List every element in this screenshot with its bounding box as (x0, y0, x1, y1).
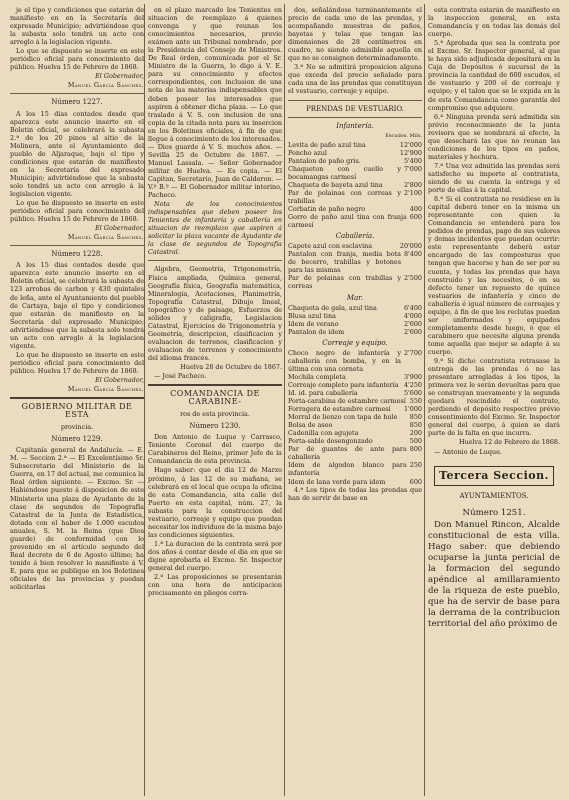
paragraph: A los 15 dias contados desde que aparezca este anuncio inserto en el Boletin oficial, se celebrará la subasta 2.ª de los 20 pinos al sitio de la Molinera, ante el Ayuntamiento del pueblo de Aljaraque, bajo el tipo y condiciones que estarán de manifiesto en la Secretaría del expresado Municipio; advirtiéndose que la subasta solo tendrá un acto con arreglo á la legislacion vigente. (10, 109, 144, 198)
signature-title: El Gobernador, (95, 72, 144, 81)
price-item (288, 421, 422, 429)
section-heading: PRENDAS DE VESTUARIO. (306, 104, 404, 113)
item-price: 7'000 (403, 164, 422, 173)
column-rule (284, 4, 285, 796)
notice-number: Número 1229. (51, 435, 103, 444)
item-name: Idem de verano (288, 319, 339, 328)
section-heading: AYUNTAMIENTOS. (459, 491, 529, 500)
item-price: 8'400 (403, 250, 422, 259)
paragraph: A los 15 dias contados desde que aparezca este anuncio inserto en el Boletin oficial, se celebrará la subasta de 123 arrobas de carbon y 430 quintales de leña, ante el Ayuntamiento del pueblo de Cartaya, bajo el tipo y condiciones que estarán de manifiesto en la Secretaría del expresado Municipio; advirtiéndose que la subasta solo tendrá un acto con arreglo á la legislacion vigente. (10, 261, 144, 350)
notice-number: Número 1227. (51, 98, 103, 107)
item-name: Chaqueta de bayeta azul tina (288, 180, 383, 189)
item-name: Bolsa de aseo (288, 421, 333, 430)
item-price: 500 (409, 437, 422, 446)
price-item (288, 320, 422, 328)
item-name: Corbatin de paño negro (288, 205, 366, 214)
item-price: 2'600 (403, 327, 422, 336)
column-4 (428, 6, 560, 631)
item-price: 20'000 (399, 242, 422, 251)
item-name: Poncho azul (288, 148, 327, 157)
price-item (288, 205, 422, 213)
item-name: Correaje completo para infantería (288, 380, 399, 389)
paragraph: 6.ª Ninguna prenda será admitida sin prévio reconocimiento de la junta revisora que se nombrará al efecto, la que desechará las que no reunan las condiciones de los tipos en paños, materiales y hechura. (428, 112, 560, 161)
column-3 (288, 6, 422, 503)
item-name: Capote azul con esclavina (288, 242, 373, 251)
item-name: Levita de paño azul tina (288, 140, 366, 149)
item-price: 4'000 (403, 311, 422, 320)
item-name: Par de guantes de ante para caballería (288, 445, 407, 462)
paragraph: 3.ª No se admitirá proposicion alguna que exceda del precio señalado para cada una de las prendas que constituyan el vestuario, correaje y equipo. (288, 63, 422, 96)
paragraph: 8.ª Si el contratista no residiese en la capital deberá tener en la misma un representante con quien la Comandancia se entenderá para los pedidos de prendas, pago de sus valores y demas incidentes que puedan ocurrir: este representante deberá estar encargado de las composturas que tengan que hacerse y han de ser por su cuenta, y todas las prendas que haya construido y las necesites, ó en su defecto tener un repuesto de quince vestuarios de infantería y cinco de caballería é igual número de correajes y equipo, á fin de que los reclutas puedan ser uniformados y equipados completamente desde luego, ó que el carabinero que necesite alguna prenda tome aquella que mejor se adapte á su cuerpo. (428, 195, 560, 356)
paragraph: Capitanía general de Andalucía. — E. M. — Seccion 2.ª — El Excelentísimo Sr. Subsecretario del Ministerio de la Guerra, en 17 del actual, me comunica la Real órden siguiente. — Excmo. Sr. — Habiéndose puesto á disposicion de este Ministerio una plaza de Ayudante de la clase de segundos de Topografía Catastral de la Junta de Estadística, dotada con el haber de 1.000 escudos anuales, S. M. la Reina (que Dios guarde) de conformidad con lo prevenido en el artículo segundo del Real decreto de 6 de Agosto último; ha tenido á bien resolver lo manifieste á V. E. para que se publique en los Boletines oficiales de las provincias y puedan solicitarlas (10, 446, 144, 592)
item-price: 400 (409, 205, 422, 214)
item-price: 12'900 (399, 148, 422, 157)
divider (148, 260, 282, 261)
paragraph: 4.ª Los tipos de todas las prendas que han de servir de base en (288, 485, 422, 502)
item-name: Pantalon con franja, media bota de becerro, trabillas y botones para las mismas (288, 250, 401, 275)
item-name: Id. id. para caballería (288, 389, 358, 398)
item-price: 250 (409, 461, 422, 470)
price-item (288, 149, 422, 157)
paragraph: Algebra, Geometría, Trigonometría, Física ampliada, Química general, Geografía física, Geografía matemática, Mineralogía, Acotaciones, Planimetría, Topografía Catastral, Dibujo lineal, topográfico y de paisage, Esfuerzos de sólidos y caligrafía, Legislacion Catastral, Ejercicios de Trigonometría y Geometría, descripcion, clasificacion y evaluacion de terrenos, clasificacion y evaluacion de terrenos y conocimiento del idioma francés. (148, 265, 282, 362)
signature-title: El Gobernador, (95, 224, 144, 233)
paragraph: 5.ª Aprobada que sea la contrata por el Excmo. Sr. Inspector general, al que le haya sido adjudicada depositará en la Caja de Depósitos ó sucursal de la provincia la cantidad de 600 escudos, el de vestuario y 200 el de correaje y equipo; y el talon que se le expida en la de esta Comandancia como garantía del compromiso que adquiere. (428, 39, 560, 112)
price-item (288, 141, 422, 149)
price-item (288, 213, 422, 229)
item-price: 1'000 (403, 405, 422, 414)
category-title: Mar. (346, 293, 364, 302)
date-line: Huelva 12 de Febrero de 1868. (459, 438, 560, 447)
column-2 (148, 6, 282, 598)
divider (10, 245, 144, 246)
item-price: 550 (409, 397, 422, 406)
item-name: Pantalon de idem (288, 327, 345, 336)
item-name: Morral de lienzo con tapa de hule (288, 413, 398, 422)
item-price: 800 (409, 445, 422, 454)
item-name: Par de polainas con correas y trabillas (288, 188, 401, 205)
paragraph: dos, señalándose terminantemente el precio de cada uno de las prendas, y acompañando muestras de paños, bayetas y telas que tengan las dimensiones de 28 centímetros en cuadro, no siendo admisible aquella en que no se consignen determinadamente. (288, 6, 422, 63)
item-name: Cadenilla con agujeta (288, 429, 359, 438)
divider (148, 384, 282, 386)
price-item (288, 397, 422, 405)
price-item (288, 328, 422, 336)
category-title: Correaje y equipo. (322, 338, 388, 347)
category-title: Caballería. (335, 232, 375, 241)
item-price: 600 (409, 213, 422, 222)
item-name: Choco negro de infantería y caballería con bomba, y en la última con una corneta (288, 348, 401, 373)
price-item (288, 189, 422, 205)
paragraph-note: Nota de los conocimientos indispensables que deben poseer los Tenientes de infantería y caballería en situacion de reemplazo que aspiren á solicitar la plaza vacante de Ayudante de la clase de segundos de Topografía Catastral. (148, 200, 282, 257)
price-list-correaje (288, 349, 422, 486)
date-line: Huelva 28 de Octubre de 1867. (180, 363, 282, 372)
paragraph: en el plazo marcado los Tenientes en situacion de reemplazo á quienes convenga y que reunan los conocimientos necesarios, previo exámen ante un Tribunal nombrado, por la Presidencia del Consejo de Ministros. De Real órden, comunicada por el Sr. Ministro de la Guerra, lo digo á V. E. para su conocimiento y efectos correspondientes, con inclusion de una nota de las materias indispensables que deben poseer los interesados que aspiren á obtener dicha plaza. — Lo que traslado á V. S. con inclusion de una copia de la citada nota para su insercion en los Boletines oficiales, á fin de que llegue á conocimiento de los interesados. — Dios guarde á V. S. muchos años. — Sevilla 25 de Octubre de 1867. — Manuel Lassala. — Señor Gobernador militar de Huelva. — Es copia. — El Capitan, Secretario, Juan de Calderon. — V.º B.º — El Gobernador militar interino, Pacheco. (148, 6, 282, 200)
item-price: 5'600 (403, 389, 422, 398)
section-heading: GOBIERNO MILITAR DE ESTA (21, 402, 133, 420)
signature-name: Manuel García Sanchez. (67, 233, 144, 242)
price-item (288, 445, 422, 461)
price-item (288, 312, 422, 320)
item-name: Idem de algodon blanco para infantería (288, 461, 407, 478)
price-item (288, 274, 422, 290)
item-name: Chaqueton con cuello y bocamangas carmesí (288, 164, 401, 181)
column-rule (144, 4, 145, 796)
paragraph: Lo que he dispuesto se inserte en este periódico oficial para conocimiento del público. Huelva 17 de Febrero de 1868. (10, 350, 144, 375)
column-rule (424, 4, 425, 796)
price-item (288, 250, 422, 274)
notice-number: Número 1251. (462, 507, 526, 518)
signature-title: El Gobernador, (95, 375, 144, 384)
paragraph: 1.ª La duracion de la contrata será por dos años á contar desde el dia en que se digne aprobarla el Excmo. Sr. Inspector general del cuerpo. (148, 539, 282, 573)
paragraph: Lo que se dispuesto se inserte en este periódico oficial para conocimiento del público. Huelva 15 de Febrero de 1868. (10, 47, 144, 72)
signature-name: Manuel García Sanchez. (67, 81, 144, 90)
paragraph: 2.ª Las proposiciones se presentarán con una hora de anticipacion precisamente en pliegos cerra- (148, 573, 282, 598)
paragraph: Hago saber: que el dia 12 de Marzo próximo, á las 12 de su mañana, se celebrará en el local que ocupa la oficina de esta Comandancia, sita calle del Puerto en esta capital, núm. 27, la subasta para la construccion del vestuario, correaje y equipo que puedan necesitar los individuos de la misma bajo las condiciones siguientes. (148, 466, 282, 539)
price-item (288, 242, 422, 250)
item-price: 12'000 (399, 140, 422, 149)
item-price: 850 (409, 421, 422, 430)
item-name: Par de polainas con trabillas y correas (288, 274, 401, 291)
price-item (288, 349, 422, 373)
paragraph: esta contrata estarán de manifiesto en la inspeccion general, en esta Comandancia y en todas las demás del cuerpo. (428, 6, 560, 39)
price-item (288, 157, 422, 165)
section-box-title: Tercera Seccion. (434, 466, 554, 486)
item-name: Forragera de estambre carmesí (288, 405, 391, 414)
price-list-caballeria (288, 242, 422, 290)
price-list-mar (288, 304, 422, 336)
price-item (288, 181, 422, 189)
divider (10, 397, 144, 399)
item-price: 2'700 (403, 348, 422, 357)
price-item (288, 405, 422, 413)
paragraph: 7.ª Una vez admitida las prendas será satisfecho su importe al contratista, siendo de su cuenta la entrega y el porte de ellas á la capital. (428, 161, 560, 195)
divider (288, 117, 422, 118)
divider (10, 93, 144, 94)
item-name: Idem de lana verde para idem (288, 477, 386, 486)
item-price: 4'250 (403, 380, 422, 389)
price-item (288, 461, 422, 477)
price-item (288, 304, 422, 312)
section-heading: COMANDANCIA DE CARABINE- (170, 389, 260, 407)
item-price: 6'400 (403, 303, 422, 312)
column-1 (10, 6, 144, 592)
item-name: Chaqueta de gala, azul tina (288, 303, 377, 312)
item-price: 2'500 (403, 274, 422, 283)
divider (288, 100, 422, 101)
price-item (288, 381, 422, 389)
item-price: 2'600 (403, 319, 422, 328)
item-name: Gorro de paño azul tina con franja carmesí (288, 213, 407, 230)
section-subheading: provincia. (60, 423, 94, 432)
item-price: 5'400 (403, 156, 422, 165)
signature-name: Manuel García Sanchez. (67, 385, 144, 394)
price-item (288, 389, 422, 397)
item-price: 850 (409, 413, 422, 422)
price-item (288, 478, 422, 486)
price-list-infanteria (288, 141, 422, 230)
paragraph: 9.ª Si dicho contratista retrasase la entrega de las prendas ó no las presentare arregladas á los tipos, la primera vez le serán devueltas para que se construyan nuevamente y la segunda quedará rescindido el contrato, perdiendo el depósito respectivo prévio consentimiento del Excmo. Sr. Inspector general del cuerpo, á quien se dará parte de la falta en que incurra. (428, 357, 560, 438)
item-price: 600 (409, 477, 422, 486)
price-item (288, 413, 422, 421)
section-subheading: ros de esta provincia. (180, 410, 250, 419)
notice-number: Número 1228. (51, 250, 103, 259)
signature-name: — Antonio de Luque. (434, 447, 502, 456)
item-name: Porta-sable desengonzado (288, 437, 373, 446)
item-price: 3'900 (403, 372, 422, 381)
item-name: Blusa azul tina (288, 311, 336, 320)
item-price: 200 (409, 429, 422, 438)
signature-name: — José Pacheco. (154, 372, 207, 381)
item-name: Pantalon de paño gris. (288, 156, 361, 165)
item-price: 2'100 (403, 188, 422, 197)
notice-number: Número 1230. (189, 422, 241, 431)
paragraph: je el tipo y condiciones que estarán de manifiesto en en la Secretaría del expresado Municipio; advirtiéndose que la subasta solo tendrá un acto con arreglo á la legislacion vigente. (10, 6, 144, 47)
paragraph: Don Manuel Rincon, Alcalde constitucional de esta villa. Hago saber: que debiendo ocuparse la junta pericial de la formacion del segundo apéndice al amillaramiento de la riqueza de este pueblo, que ha de servir de base para la derrama de la contribucion territorial del año próximo de (428, 519, 560, 629)
unit-header: Escudos. Mils. (385, 132, 422, 139)
price-item (288, 373, 422, 381)
item-price: 2'800 (403, 180, 422, 189)
price-item (288, 165, 422, 181)
item-name: Mochila completa (288, 372, 346, 381)
price-item (288, 437, 422, 445)
category-title: Infantería. (336, 121, 374, 130)
paragraph: Don Antonio de Luque y Carrasco, Teniente Coronel del cuerpo de Carabineros del Reino, primer Jefe de la Comandancia de esta provincia. (148, 433, 282, 466)
item-name: Porta-carabina de estambre carmesí (288, 397, 406, 406)
price-item (288, 429, 422, 437)
paragraph: Lo que he dispuesto se inserte en este periódico oficial para conocimiento del público. Huelva 15 de Febrero de 1868. (10, 199, 144, 224)
